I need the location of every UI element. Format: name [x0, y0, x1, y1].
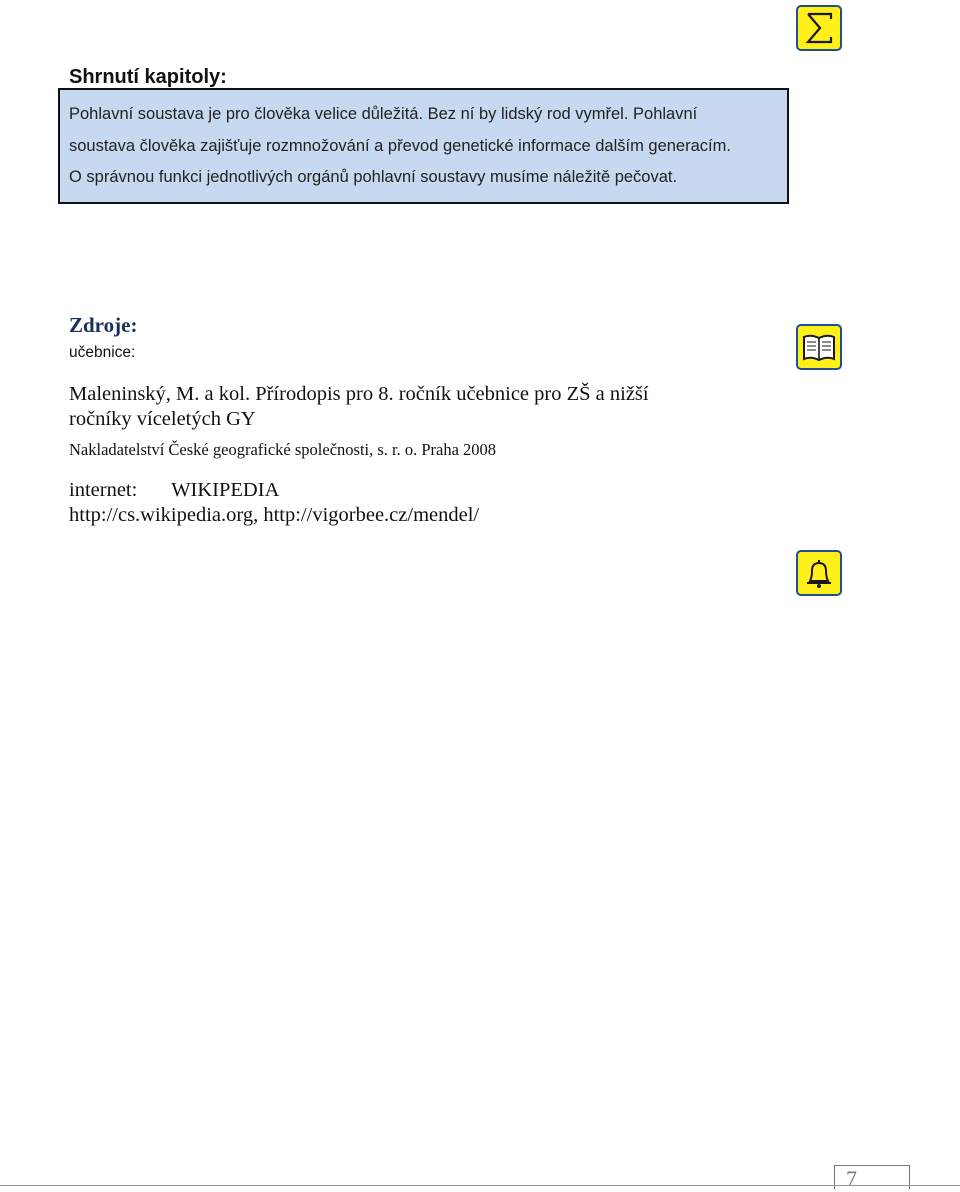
summary-line-2: soustava člověka zajišťuje rozmnožování a převod genetické informace dalším generacím.: [69, 136, 731, 155]
book-citation-line-2: ročníky víceletých GY: [69, 408, 256, 430]
internet-sources: [69, 478, 479, 528]
source-urls[interactable]: http://cs.wikipedia.org, http://vigorbee.cz/mendel/: [69, 504, 480, 526]
sources-heading: Zdroje:: [69, 313, 138, 337]
publisher-line: Nakladatelství České geografické společnosti, s. r. o. Praha 2008: [69, 440, 497, 459]
internet-source-name: WIKIPEDIA: [171, 479, 280, 501]
footer-divider: [0, 1185, 960, 1186]
page-number: 7: [846, 1166, 857, 1191]
summary-line-1: Pohlavní soustava je pro člověka velice důležitá. Bez ní by lidský rod vymřel. Pohlavní: [69, 105, 698, 123]
sigma-icon: [796, 5, 842, 51]
book-citation: [69, 382, 649, 432]
summary-heading: Shrnutí kapitoly:: [69, 66, 227, 88]
bell-icon: [796, 550, 842, 596]
book-citation-line-1: Maleninský, M. a kol. Přírodopis pro 8. ročník učebnice pro ZŠ a nižší: [69, 383, 649, 405]
sources-subheading: učebnice:: [69, 344, 136, 361]
summary-box: [58, 88, 789, 204]
summary-line-3: O správnou funkci jednotlivých orgánů pohlavní soustavy musíme náležitě pečovat.: [69, 168, 678, 186]
book-icon: [796, 324, 842, 370]
internet-label: internet:: [69, 479, 138, 501]
